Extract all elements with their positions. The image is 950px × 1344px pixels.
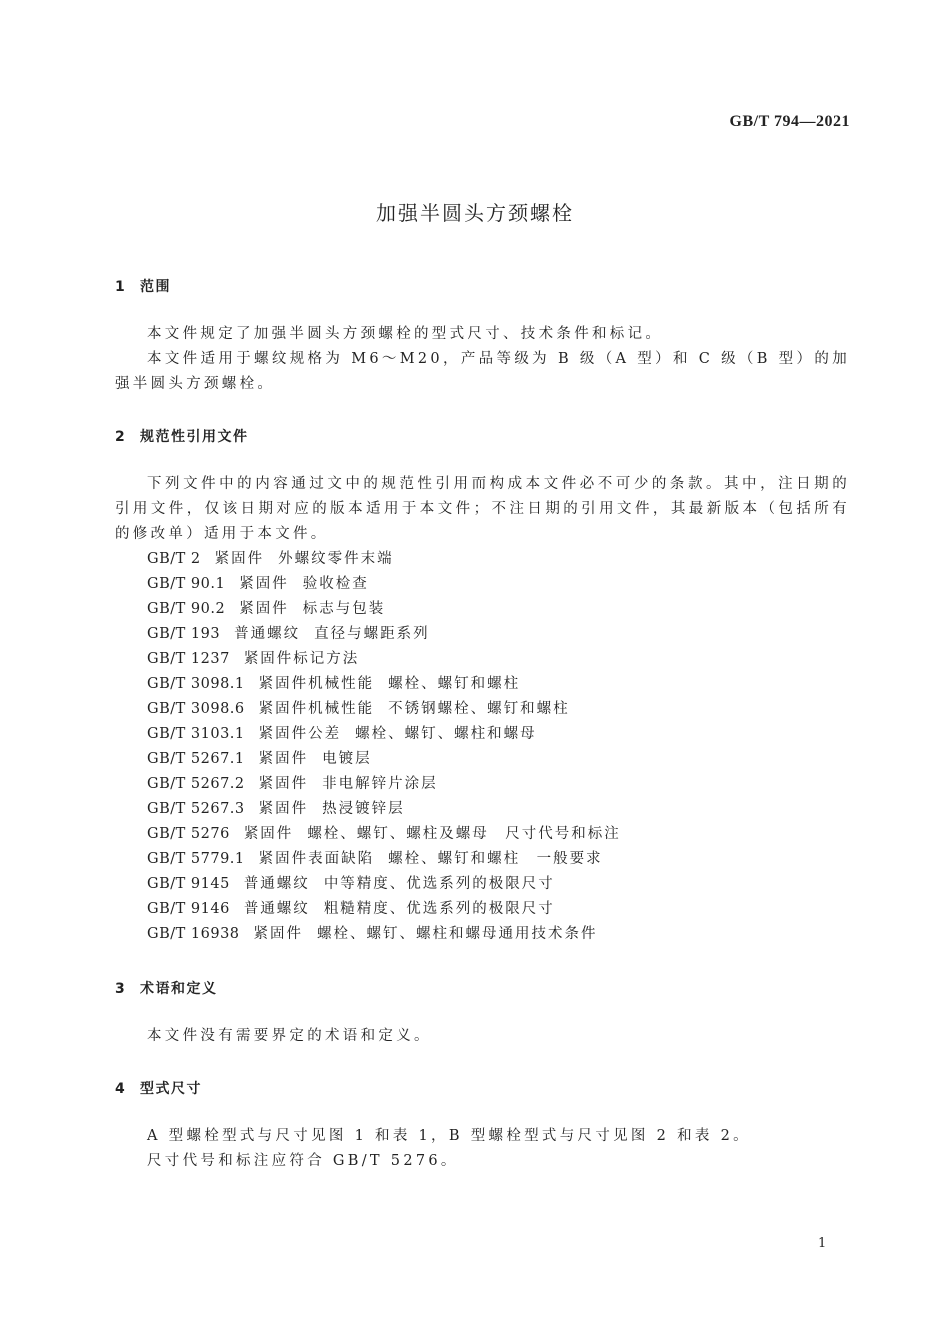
reference-title: 紧固件 [239, 601, 289, 617]
reference-subtitle: 螺栓、螺钉和螺柱 [388, 676, 521, 692]
paragraph: 本文件适用于螺纹规格为 M6～M20，产品等级为 B 级（A 型）和 C 级（B 型）的加强半圆头方颈螺栓。 [115, 351, 850, 392]
reference-title: 普通螺纹 [243, 901, 310, 917]
reference-subtitle: 螺栓、螺钉和螺柱 一般要求 [388, 851, 603, 867]
section-title: 规范性引用文件 [140, 429, 249, 445]
reference-title: 紧固件标记方法 [243, 651, 360, 667]
section-title: 型式尺寸 [140, 1081, 202, 1097]
reference-title: 普通螺纹 [234, 626, 301, 642]
reference-title: 普通螺纹 [243, 876, 310, 892]
reference-subtitle: 中等精度、优选系列的极限尺寸 [323, 876, 555, 892]
reference-item [147, 897, 621, 922]
reference-subtitle: 非电解锌片涂层 [322, 776, 438, 792]
section-heading-2 [115, 426, 249, 446]
reference-title: 紧固件 [258, 751, 309, 767]
reference-subtitle: 螺栓、螺钉、螺柱及螺母 尺寸代号和标注 [307, 826, 621, 842]
section-heading-1 [115, 276, 171, 296]
paragraph: 尺寸代号和标注应符合 GB/T 5276。 [147, 1153, 459, 1169]
reference-code: GB/T 5276 [147, 826, 230, 842]
reference-title: 紧固件 [253, 926, 304, 942]
reference-subtitle: 粗糙精度、优选系列的极限尺寸 [323, 901, 555, 917]
reference-item [147, 697, 621, 722]
reference-code: GB/T 90.1 [147, 576, 226, 592]
reference-title: 紧固件表面缺陷 [258, 851, 375, 867]
reference-item [147, 622, 621, 647]
section-heading-3 [115, 978, 218, 998]
section-heading-4 [115, 1078, 202, 1098]
normative-references-list [147, 547, 621, 947]
reference-subtitle: 热浸镀锌层 [322, 801, 405, 817]
reference-subtitle: 验收检查 [302, 576, 369, 592]
reference-item [147, 772, 621, 797]
paragraph: 本文件规定了加强半圆头方颈螺栓的型式尺寸、技术条件和标记。 [147, 326, 664, 342]
reference-subtitle: 外螺纹零件末端 [278, 551, 394, 567]
page-number: 1 [818, 1236, 827, 1251]
reference-code: GB/T 2 [147, 551, 201, 567]
standard-number-header: GB/T 794—2021 [729, 113, 850, 130]
section-title: 范围 [140, 279, 171, 295]
reference-title: 紧固件机械性能 [258, 701, 375, 717]
reference-item [147, 722, 621, 747]
section-number: 4 [115, 1081, 127, 1097]
section-number: 1 [115, 279, 127, 295]
reference-item [147, 847, 621, 872]
reference-item [147, 647, 621, 672]
reference-code: GB/T 90.2 [147, 601, 226, 617]
reference-item [147, 597, 621, 622]
reference-item [147, 672, 621, 697]
reference-code: GB/T 9145 [147, 876, 230, 892]
section-title: 术语和定义 [140, 981, 218, 997]
reference-code: GB/T 193 [147, 626, 221, 642]
reference-subtitle: 直径与螺距系列 [314, 626, 430, 642]
reference-subtitle: 螺栓、螺钉、螺柱和螺母 [355, 726, 537, 742]
document-title: 加强半圆头方颈螺栓 [376, 201, 574, 225]
reference-item [147, 572, 621, 597]
reference-item [147, 547, 621, 572]
reference-code: GB/T 5779.1 [147, 851, 245, 867]
reference-code: GB/T 16938 [147, 926, 240, 942]
reference-code: GB/T 3098.6 [147, 701, 245, 717]
reference-item [147, 797, 621, 822]
reference-title: 紧固件 [214, 551, 265, 567]
section-number: 2 [115, 429, 127, 445]
reference-code: GB/T 5267.1 [147, 751, 245, 767]
reference-code: GB/T 3103.1 [147, 726, 245, 742]
reference-code: GB/T 5267.2 [147, 776, 245, 792]
reference-title: 紧固件公差 [258, 726, 342, 742]
reference-subtitle: 不锈钢螺栓、螺钉和螺柱 [388, 701, 570, 717]
reference-subtitle: 电镀层 [322, 751, 372, 767]
paragraph: 下列文件中的内容通过文中的规范性引用而构成本文件必不可少的条款。其中，注日期的引用文件，仅该日期对应的版本适用于本文件；不注日期的引用文件，其最新版本（包括所有的修改单）适用于本文件。 [115, 476, 850, 542]
reference-code: GB/T 3098.1 [147, 676, 245, 692]
reference-title: 紧固件 [258, 801, 309, 817]
reference-title: 紧固件机械性能 [258, 676, 375, 692]
reference-subtitle: 螺栓、螺钉、螺柱和螺母通用技术条件 [317, 926, 598, 942]
paragraph: 本文件没有需要界定的术语和定义。 [147, 1028, 432, 1044]
reference-subtitle: 标志与包装 [302, 601, 386, 617]
reference-item [147, 822, 621, 847]
reference-code: GB/T 1237 [147, 651, 230, 667]
reference-title: 紧固件 [239, 576, 289, 592]
reference-item [147, 872, 621, 897]
reference-item [147, 922, 621, 947]
paragraph: A 型螺栓型式与尺寸见图 1 和表 1，B 型螺栓型式与尺寸见图 2 和表 2。 [147, 1128, 751, 1144]
section-number: 3 [115, 981, 127, 997]
reference-code: GB/T 9146 [147, 901, 230, 917]
reference-title: 紧固件 [258, 776, 309, 792]
reference-item [147, 747, 621, 772]
reference-code: GB/T 5267.3 [147, 801, 245, 817]
reference-title: 紧固件 [243, 826, 294, 842]
